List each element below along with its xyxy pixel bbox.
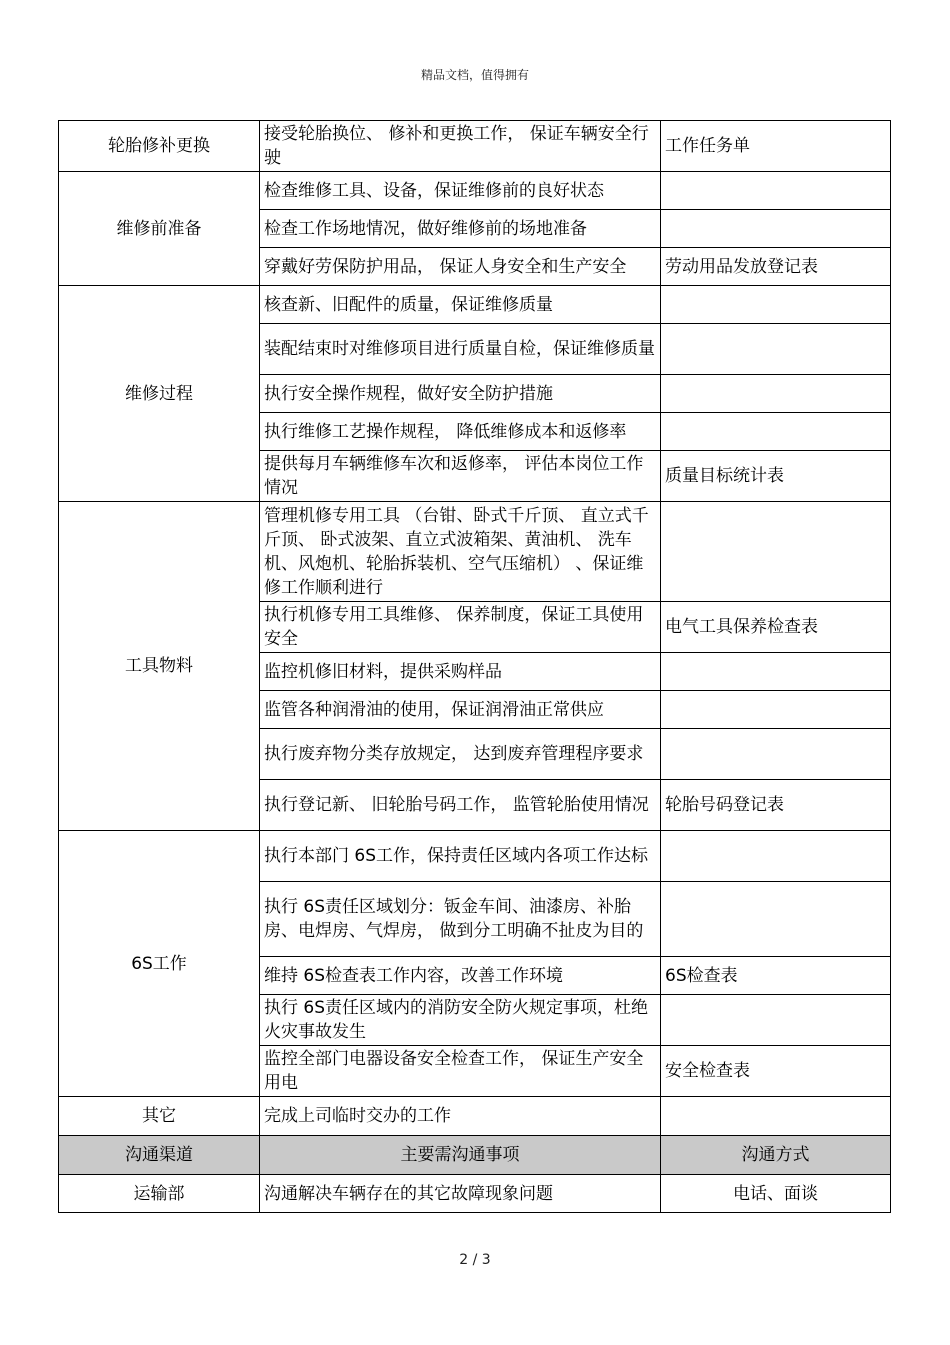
header-cell-method: 沟通方式 <box>661 1136 891 1175</box>
record-cell <box>661 324 891 375</box>
category-cell: 工具物料 <box>59 502 260 831</box>
task-cell: 执行 6S责任区域划分：钣金车间、油漆房、补胎房、电焊房、气焊房， 做到分工明确不扯皮为目的 <box>260 882 661 957</box>
record-cell <box>661 691 891 729</box>
task-cell: 提供每月车辆维修车次和返修率， 评估本岗位工作情况 <box>260 451 661 502</box>
task-cell: 执行维修工艺操作规程， 降低维修成本和返修率 <box>260 413 661 451</box>
category-cell: 维修过程 <box>59 286 260 502</box>
task-cell: 执行 6S责任区域内的消防安全防火规定事项，杜绝火灾事故发生 <box>260 995 661 1046</box>
task-cell: 监管各种润滑油的使用，保证润滑油正常供应 <box>260 691 661 729</box>
record-cell: 安全检查表 <box>661 1046 891 1097</box>
task-cell: 核查新、旧配件的质量，保证维修质量 <box>260 286 661 324</box>
record-cell: 轮胎号码登记表 <box>661 780 891 831</box>
task-cell: 完成上司临时交办的工作 <box>260 1097 661 1136</box>
task-cell: 执行机修专用工具维修、 保养制度，保证工具使用安全 <box>260 602 661 653</box>
task-cell: 监控机修旧材料，提供采购样品 <box>260 653 661 691</box>
task-cell: 执行本部门 6S工作，保持责任区域内各项工作达标 <box>260 831 661 882</box>
task-cell: 执行安全操作规程，做好安全防护措施 <box>260 375 661 413</box>
table-row <box>59 1097 891 1136</box>
table-row <box>59 172 891 210</box>
record-cell <box>661 882 891 957</box>
duty-table <box>58 120 891 1213</box>
record-cell <box>661 653 891 691</box>
record-cell <box>661 1097 891 1136</box>
record-cell <box>661 831 891 882</box>
matter-cell: 沟通解决车辆存在的其它故障现象问题 <box>260 1175 661 1213</box>
record-cell <box>661 502 891 602</box>
channel-cell: 运输部 <box>59 1175 260 1213</box>
record-cell: 6S检查表 <box>661 957 891 995</box>
task-cell: 监控全部门电器设备安全检查工作， 保证生产安全用电 <box>260 1046 661 1097</box>
record-cell <box>661 210 891 248</box>
page-header: 精品文档，值得拥有 <box>420 68 529 82</box>
task-cell: 检查维修工具、设备，保证维修前的良好状态 <box>260 172 661 210</box>
record-cell: 质量目标统计表 <box>661 451 891 502</box>
record-cell <box>661 413 891 451</box>
table-row <box>59 121 891 172</box>
task-cell: 穿戴好劳保防护用品， 保证人身安全和生产安全 <box>260 248 661 286</box>
record-cell <box>661 286 891 324</box>
task-cell: 执行废弃物分类存放规定， 达到废弃管理程序要求 <box>260 729 661 780</box>
task-cell: 维持 6S检查表工作内容，改善工作环境 <box>260 957 661 995</box>
category-cell: 轮胎修补更换 <box>59 121 260 172</box>
task-cell: 执行登记新、 旧轮胎号码工作， 监管轮胎使用情况 <box>260 780 661 831</box>
task-cell: 接受轮胎换位、 修补和更换工作， 保证车辆安全行驶 <box>260 121 661 172</box>
record-cell: 电气工具保养检查表 <box>661 602 891 653</box>
category-cell: 维修前准备 <box>59 172 260 286</box>
record-cell: 劳动用品发放登记表 <box>661 248 891 286</box>
table-row <box>59 1175 891 1213</box>
communication-header-row <box>59 1136 891 1175</box>
category-cell: 6S工作 <box>59 831 260 1097</box>
task-cell: 装配结束时对维修项目进行质量自检，保证维修质量 <box>260 324 661 375</box>
task-cell: 管理机修专用工具 （台钳、卧式千斤顶、 直立式千斤顶、 卧式波架、直立式波箱架、黄油机、 洗车机、风炮机、轮胎拆装机、空气压缩机） 、保证维修工作顺利进行 <box>260 502 661 602</box>
record-cell <box>661 172 891 210</box>
table-row <box>59 286 891 324</box>
header-cell-channel: 沟通渠道 <box>59 1136 260 1175</box>
table-row <box>59 831 891 882</box>
record-cell <box>661 729 891 780</box>
record-cell <box>661 995 891 1046</box>
record-cell: 工作任务单 <box>661 121 891 172</box>
task-cell: 检查工作场地情况，做好维修前的场地准备 <box>260 210 661 248</box>
table-row <box>59 502 891 602</box>
method-cell: 电话、面谈 <box>661 1175 891 1213</box>
header-cell-matter: 主要需沟通事项 <box>260 1136 661 1175</box>
page-number: 2 / 3 <box>459 1252 491 1268</box>
record-cell <box>661 375 891 413</box>
category-cell: 其它 <box>59 1097 260 1136</box>
